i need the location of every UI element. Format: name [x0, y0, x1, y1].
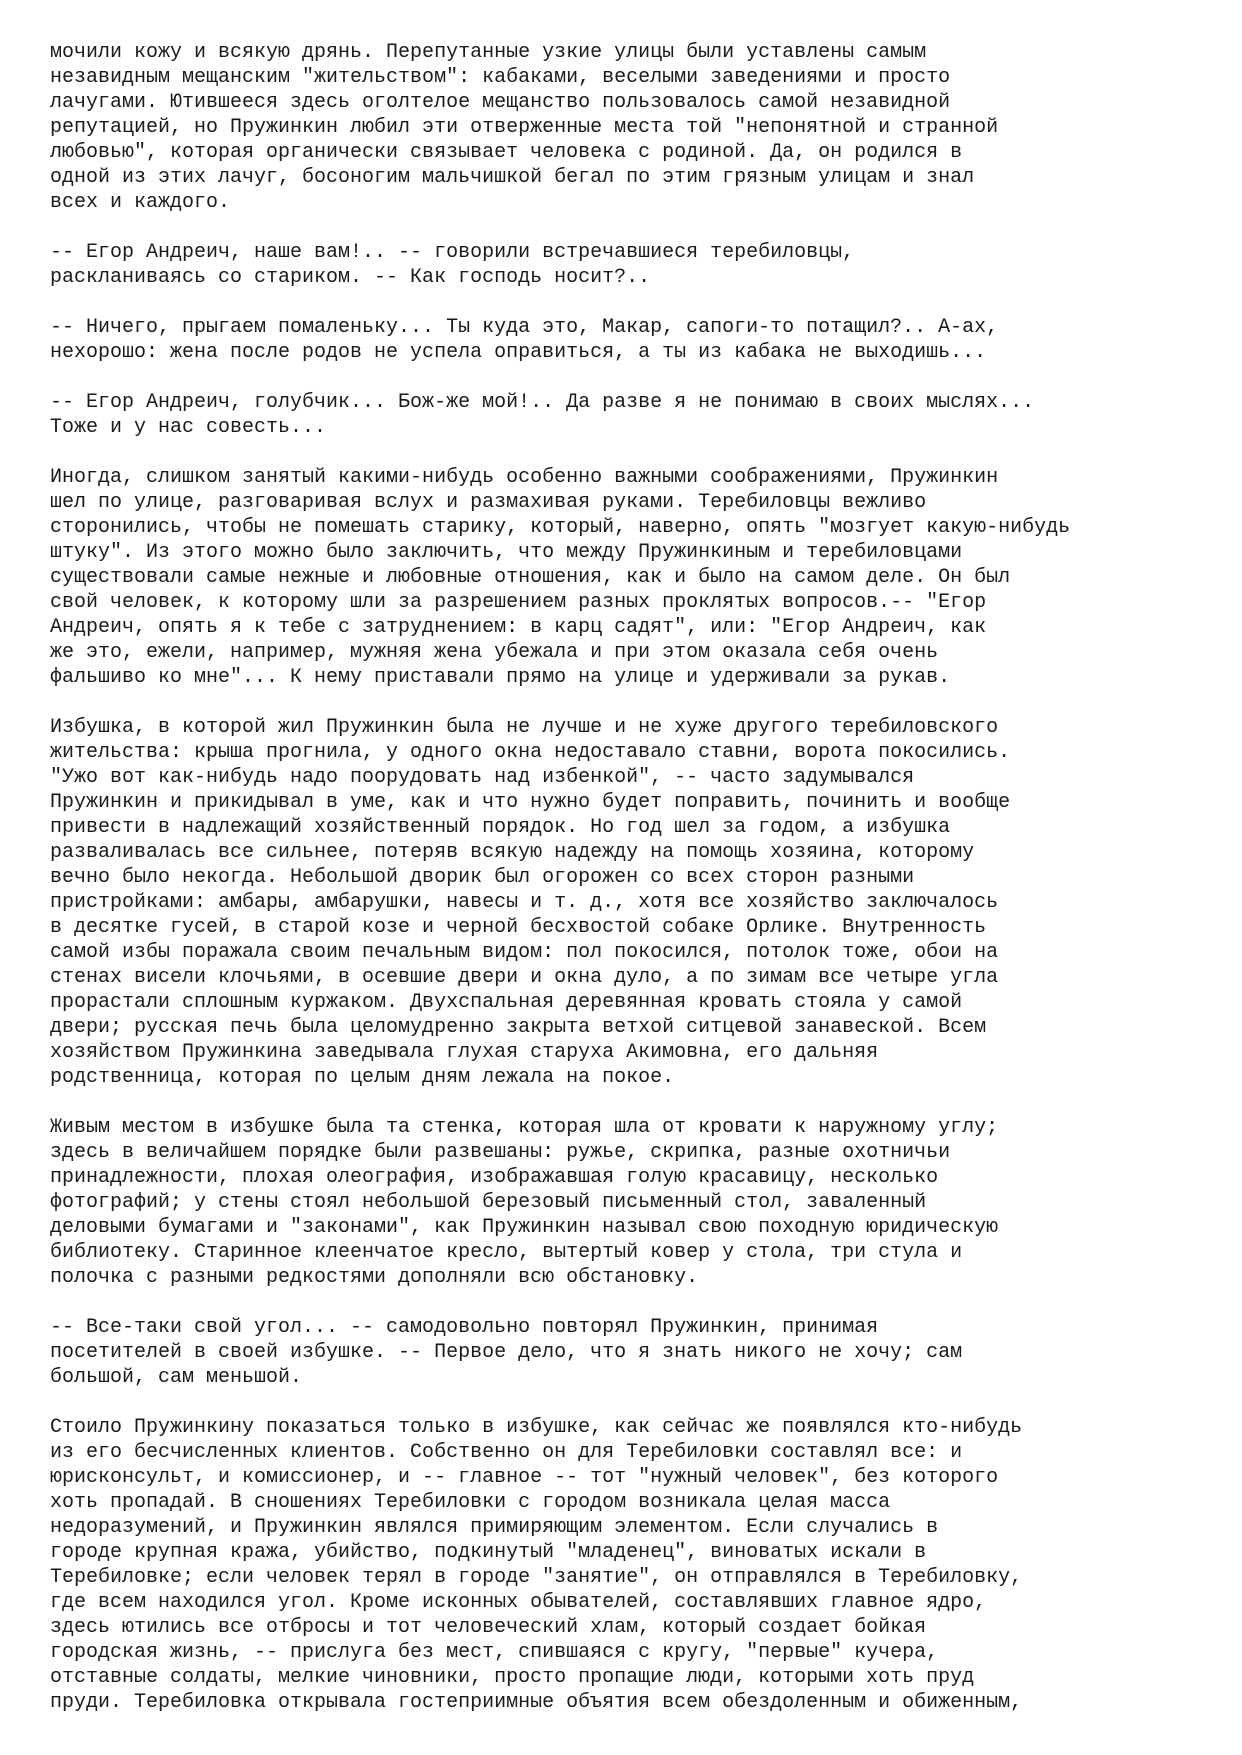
paragraph: [50, 715, 1210, 1090]
text-line: лачугами. Ютившееся здесь оголтелое мещанство пользовалось самой незавидной: [50, 91, 951, 114]
text-line: -- Все-таки свой угол... -- самодовольно повторял Пружинкин, принимая: [50, 1316, 879, 1339]
text-line: из его бесчисленных клиентов. Собственно он для Теребиловки составлял все: и: [50, 1441, 963, 1464]
text-line: прорастали сплошным куржаком. Двухспальная деревянная кровать стояла у самой: [50, 991, 963, 1014]
text-line: городе крупная кража, убийство, подкинутый "младенец", виноватых искали в: [50, 1541, 927, 1564]
text-line: всех и каждого.: [50, 191, 231, 214]
document-page: [50, 40, 1210, 1740]
text-line: здесь в величайшем порядке были развешаны: ружье, скрипка, разные охотничьи: [50, 1141, 951, 1164]
text-line: двери; русская печь была целомудренно закрыта ветхой ситцевой занавеской. Всем: [50, 1016, 987, 1039]
text-line: отставные солдаты, мелкие чиновники, просто пропащие люди, которыми хоть пруд: [50, 1666, 975, 1689]
text-line: незавидным мещанским "жительством": кабаками, веселыми заведениями и просто: [50, 66, 951, 89]
text-line: репутацией, но Пружинкин любил эти отверженные места той "непонятной и странной: [50, 116, 999, 139]
text-line: недоразумений, и Пружинкин являлся примиряющим элементом. Если случались в: [50, 1516, 939, 1539]
text-line: разваливалась все сильнее, потеряв всякую надежду на помощь хозяина, которому: [50, 841, 975, 864]
text-line: шел по улице, разговаривая вслух и размахивая руками. Теребиловцы вежливо: [50, 491, 927, 514]
text-line: нехорошо: жена после родов не успела оправиться, а ты из кабака не выходишь...: [50, 341, 987, 364]
text-line: вечно было некогда. Небольшой дворик был огорожен со всех сторон разными: [50, 866, 915, 889]
text-line: Иногда, слишком занятый какими-нибудь особенно важными соображениями, Пружинкин: [50, 466, 999, 489]
text-line: принадлежности, плохая олеография, изображавшая голую красавицу, несколько: [50, 1166, 939, 1189]
text-line: мочили кожу и всякую дрянь. Перепутанные узкие улицы были уставлены самым: [50, 41, 927, 64]
text-line: -- Ничего, прыгаем помаленьку... Ты куда это, Макар, сапоги-то потащил?.. А-ах,: [50, 316, 999, 339]
text-line: Тоже и у нас совесть...: [50, 416, 327, 439]
text-line: юрисконсульт, и комиссионер, и -- главное -- тот "нужный человек", без которого: [50, 1466, 999, 1489]
text-line: Пружинкин и прикидывал в уме, как и что нужно будет поправить, починить и вообще: [50, 791, 1011, 814]
text-line: в десятке гусей, в старой козе и черной бесхвостой собаке Орлике. Внутренность: [50, 916, 987, 939]
text-line: "Ужо вот как-нибудь надо поорудовать над избенкой", -- часто задумывался: [50, 766, 915, 789]
text-line: деловыми бумагами и "законами", как Пружинкин называл свою походную юридическую: [50, 1216, 999, 1239]
paragraph: [50, 390, 1210, 440]
text-line: фальшиво ко мне"... К нему приставали прямо на улице и удерживали за рукав.: [50, 666, 951, 689]
text-line: Живым местом в избушке была та стенка, которая шла от кровати к наружному углу;: [50, 1116, 999, 1139]
text-line: хоть пропадай. В сношениях Теребиловки с городом возникала целая масса: [50, 1491, 891, 1514]
text-line: любовью", которая органически связывает человека с родиной. Да, он родился в: [50, 141, 963, 164]
text-line: самой избы поражала своим печальным видом: пол покосился, потолок тоже, обои на: [50, 941, 999, 964]
text-line: штуку". Из этого можно было заключить, что между Пружинкиным и теребиловцами: [50, 541, 963, 564]
text-line: здесь ютились все отбросы и тот человеческий хлам, который создает бойкая: [50, 1616, 927, 1639]
text-line: пруди. Теребиловка открывала гостеприимные объятия всем обездоленным и обиженным,: [50, 1691, 1023, 1714]
text-line: библиотеку. Старинное клеенчатое кресло, вытертый ковер у стола, три стула и: [50, 1241, 963, 1264]
text-line: Избушка, в которой жил Пружинкин была не лучше и не хуже другого теребиловского: [50, 716, 999, 739]
text-line: раскланиваясь со стариком. -- Как господь носит?..: [50, 266, 651, 289]
paragraph: [50, 40, 1210, 215]
text-line: Теребиловке; если человек терял в городе "занятие", он отправлялся в Теребиловку,: [50, 1566, 1023, 1589]
text-line: одной из этих лачуг, босоногим мальчишкой бегал по этим грязным улицам и знал: [50, 166, 975, 189]
paragraph: [50, 315, 1210, 365]
paragraph: [50, 1415, 1210, 1715]
text-line: где всем находился угол. Кроме исконных обывателей, составлявших главное ядро,: [50, 1591, 987, 1614]
paragraph: [50, 1315, 1210, 1390]
text-line: полочка с разными редкостями дополняли всю обстановку.: [50, 1266, 699, 1289]
text-line: -- Егор Андреич, наше вам!.. -- говорили встречавшиеся теребиловцы,: [50, 241, 855, 264]
text-line: фотографий; у стены стоял небольшой березовый письменный стол, заваленный: [50, 1191, 927, 1214]
text-line: пристройками: амбары, амбарушки, навесы и т. д., хотя все хозяйство заключалось: [50, 891, 999, 914]
text-line: Андреич, опять я к тебе с затруднением: в карц садят", или: "Егор Андреич, как: [50, 616, 987, 639]
text-line: привести в надлежащий хозяйственный порядок. Но год шел за годом, а избушка: [50, 816, 951, 839]
text-line: Стоило Пружинкину показаться только в избушке, как сейчас же появлялся кто-нибудь: [50, 1416, 1023, 1439]
paragraph: [50, 240, 1210, 290]
text-line: -- Егор Андреич, голубчик... Бож-же мой!.. Да разве я не понимаю в своих мыслях...: [50, 391, 1035, 414]
text-line: хозяйством Пружинкина заведывала глухая старуха Акимовна, его дальняя: [50, 1041, 879, 1064]
paragraph: [50, 1115, 1210, 1290]
text-line: большой, сам меньшой.: [50, 1366, 303, 1389]
text-line: родственница, которая по целым дням лежала на покое.: [50, 1066, 675, 1089]
text-line: стенах висели клочьями, в осевшие двери и окна дуло, а по зимам все четыре угла: [50, 966, 999, 989]
text-line: существовали самые нежные и любовные отношения, как и было на самом деле. Он был: [50, 566, 1011, 589]
text-line: жительства: крыша прогнила, у одного окна недоставало ставни, ворота покосились.: [50, 741, 1011, 764]
text-line: сторонились, чтобы не помешать старику, который, наверно, опять "мозгует какую-нибудь: [50, 516, 1071, 539]
text-line: городская жизнь, -- прислуга без мест, спившаяся с кругу, "первые" кучера,: [50, 1641, 939, 1664]
text-line: же это, ежели, например, мужняя жена убежала и при этом оказала себя очень: [50, 641, 939, 664]
text-line: свой человек, к которому шли за разрешением разных проклятых вопросов.-- "Егор: [50, 591, 987, 614]
paragraph: [50, 465, 1210, 690]
text-line: посетителей в своей избушке. -- Первое дело, что я знать никого не хочу; сам: [50, 1341, 963, 1364]
